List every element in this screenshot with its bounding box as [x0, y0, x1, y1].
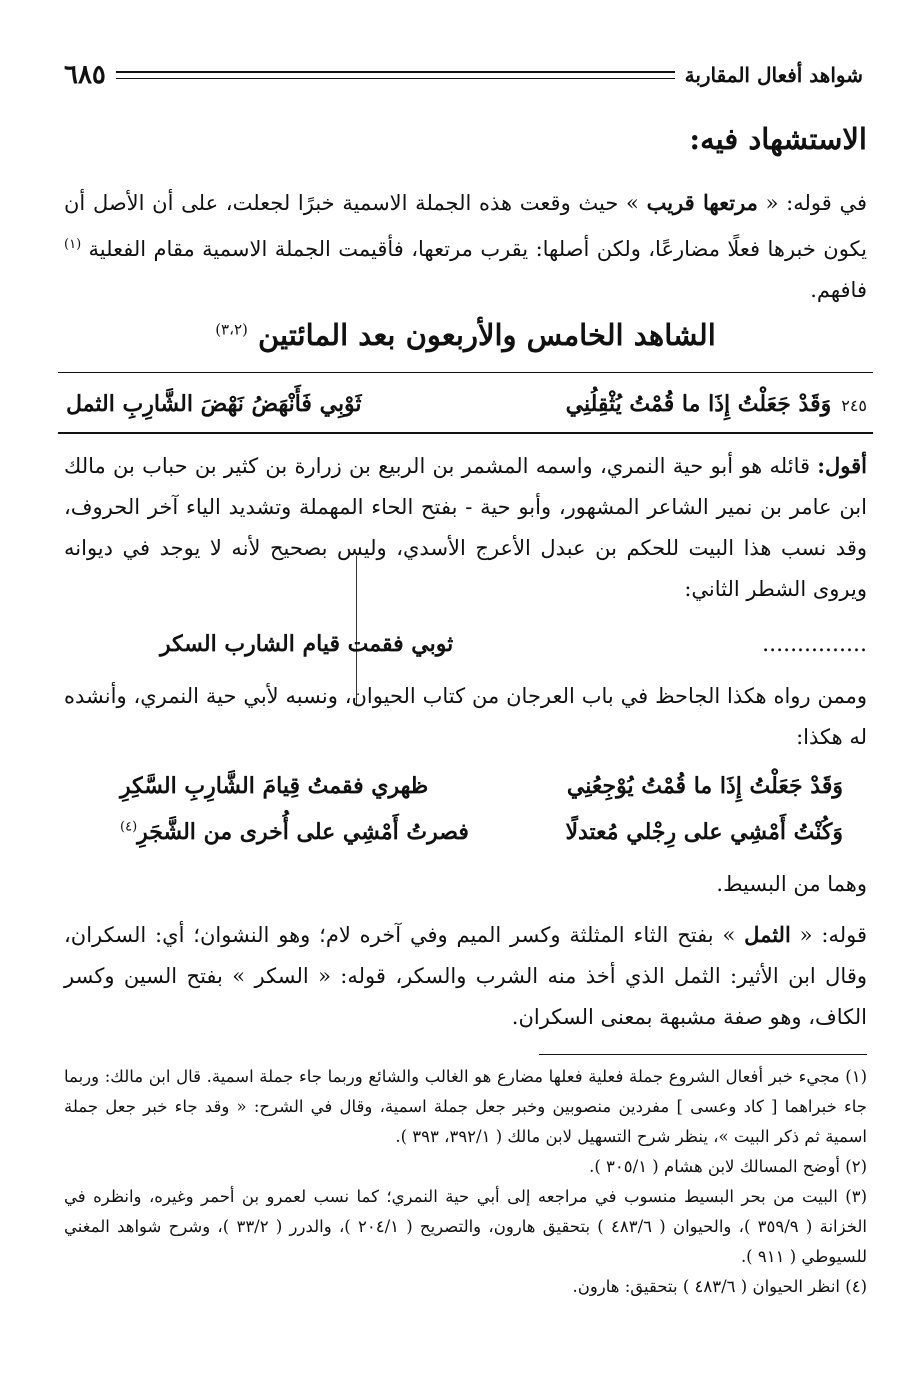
footnote-ref: (٣،٢)	[215, 320, 248, 339]
paragraph-text: فافهم.	[810, 278, 867, 302]
variant-verse	[160, 622, 867, 666]
verse-hemistich-left	[120, 773, 428, 799]
footnotes	[64, 1062, 867, 1302]
paragraph-lead: أقول:	[817, 453, 867, 478]
footnote-ref: (٤)	[120, 819, 138, 835]
verse-hemistich-second: ثَوْبِي فَأَنْهَضُ نَهْضَ الشَّارِبِ الثمل	[66, 391, 362, 417]
verse-hemistich-right: وَقَدْ جَعَلْتُ إِذَا ما قُمْتُ يُوْجِعُنِي	[566, 773, 843, 799]
hemistich-text: فصرتُ أَمْشِي على أُخرى من الشَّجَرِ	[137, 819, 469, 845]
running-header	[64, 58, 863, 92]
glossed-word: الثمل	[744, 922, 791, 947]
section-heading: الاستشهاد فيه:	[689, 122, 867, 156]
page-number: ٦٨٥	[64, 60, 106, 90]
paragraph-text: وهما من البسيط.	[716, 872, 867, 896]
variant-dots: ...............	[762, 631, 867, 657]
paragraph-attribution	[64, 445, 867, 610]
verse-rule-top	[58, 372, 873, 373]
paragraph-source	[64, 676, 867, 758]
verse-rule-bottom	[58, 432, 873, 434]
verse-line-1	[120, 764, 843, 808]
verse-number: ٢٤٥	[841, 396, 867, 415]
footnote-rule	[539, 1054, 867, 1055]
hemistich-text: وَقَدْ جَعَلْتُ إِذَا ما قُمْتُ يُثْقِلُنِي	[565, 391, 832, 417]
paragraph-text: » حيث وقعت هذه الجملة الاسمية خبرًا لجعلت، على أن الأصل أن يكون خبرها فعلًا مضارعًا، ولكن أصلها: يقرب مرتعها، فأقيمت الجملة الاسمية مقام الفعلية	[64, 191, 867, 261]
footnote-1: (١) مجيء خبر أفعال الشروع جملة فعلية فعلها مضارع هو الغالب والشائع وربما جاء جملة اسمية. قال ابن مالك: وربما جاء خبراهما [ كاد وعسى ] مفردين منصوبين وخبر جعل جملة اسمية، وقال في الشرح: « وقد جاء خبر جعل جملة اسمية ثم ذكر البيت »، ينظر شرح التسهيل لابن مالك ( ٣٩٢/١، ٣٩٣ ).	[64, 1067, 867, 1146]
paragraph-text: في قوله: «	[757, 191, 867, 215]
paragraph-text: قائله هو أبو حية النمري، واسمه المشمر بن الربيع بن زرارة بن كثير بن حباب بن مالك ابن عامر بن نمير الشاعر المشهور، وأبو حية - بفتح الحاء المهملة وتشديد الياء آخر الحروف، وقد نسب هذا البيت للحكم بن عبدل الأعرج الأسدي، وليس بصحيح لأنه لا يوجد في ديوانه ويروى الشطر الثاني:	[64, 454, 867, 601]
verse-line-2	[120, 810, 843, 854]
header-rule	[116, 71, 675, 79]
verse-hemistich-first	[566, 391, 867, 417]
footnote-ref: (١)	[64, 237, 82, 252]
witness-title	[64, 318, 867, 352]
witness-title-text: الشاهد الخامس والأربعون بعد المائتين	[257, 318, 716, 352]
paragraph-text: وممن رواه هكذا الجاحظ في باب العرجان من كتاب الحيوان، ونسبه لأبي حية النمري، وأنشده له هكذا:	[64, 684, 867, 749]
paragraph-meter	[64, 864, 867, 905]
main-verse	[66, 382, 867, 426]
hemistich-text: ظهري فقمتُ قِيامَ الشَّارِبِ السَّكِرِ	[120, 773, 429, 799]
quoted-phrase: مرتعها قريب	[646, 190, 758, 215]
paragraph-gloss	[64, 914, 867, 1038]
variant-hemistich: ثوبي فقمت قيام الشارب السكر	[160, 631, 454, 657]
running-title: شواهد أفعال المقاربة	[684, 63, 863, 87]
footnote-3: (٣) البيت من بحر البسيط منسوب في مراجعه إلى أبي حية النمري؛ كما نسب لعمرو بن أحمر وغيره، وانظره في الخزانة ( ٣٥٩/٩ )، والحيوان ( ٤٨٣/٦ ) بتحقيق هارون، والتصريح ( ٢٠٤/١ )، والدرر ( ٣٣/٢ )، وشرح شواهد المغني للسيوطي ( ٩١١ ).	[64, 1187, 867, 1266]
paragraph-text: » بفتح الثاء المثلثة وكسر الميم وفي آخره لام؛ وهو النشوان؛ أي: السكران، وقال ابن الأثير: الثمل الذي أخذ منه الشرب والسكر، قوله: « السكر » بفتح السين وكسر الكاف، وهو صفة مشبهة بمعنى السكران.	[64, 923, 867, 1029]
paragraph-text: قوله: «	[790, 923, 868, 947]
verse-hemistich-left	[120, 819, 469, 845]
footnote-4: (٤) انظر الحيوان ( ٤٨٣/٦ ) بتحقيق: هارون.	[572, 1277, 867, 1296]
footnote-2: (٢) أوضح المسالك لابن هشام ( ٣٠٥/١ ).	[589, 1157, 867, 1176]
paragraph-evidence	[64, 182, 867, 311]
verse-hemistich-right: وَكُنْتُ أَمْشِي على رِجْلي مُعتدلًا	[565, 819, 843, 845]
